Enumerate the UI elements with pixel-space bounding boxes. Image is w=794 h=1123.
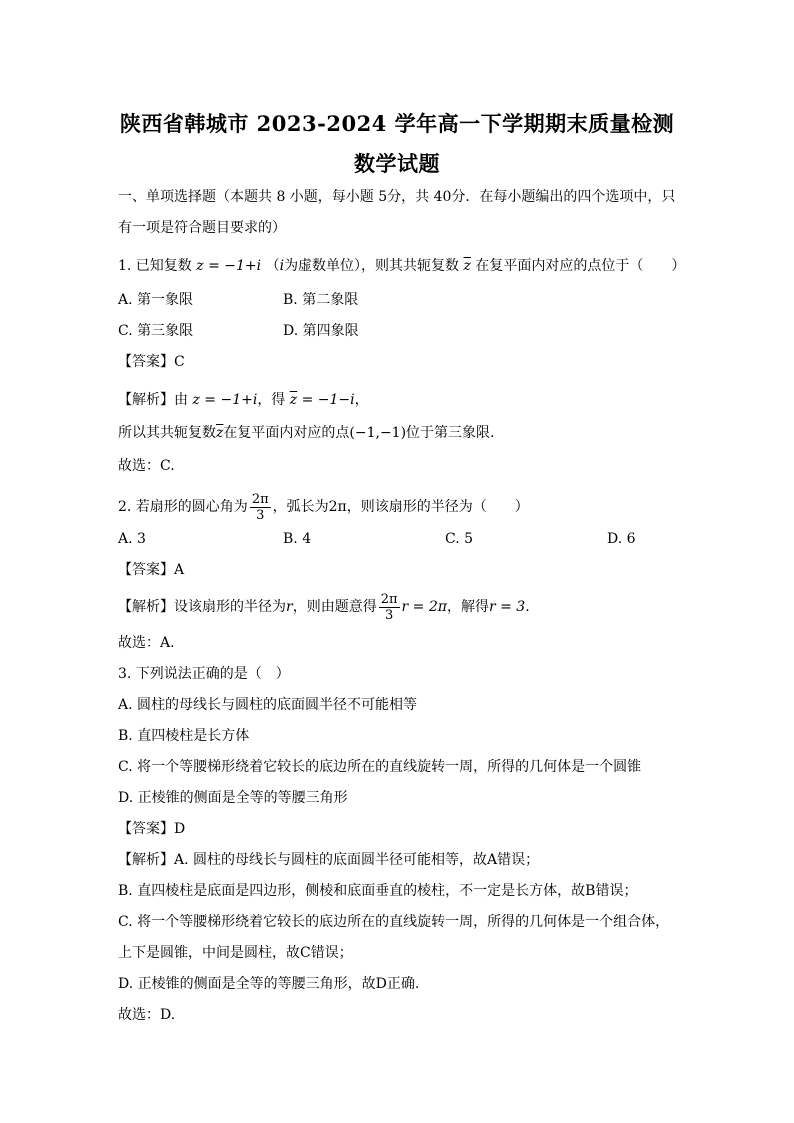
q1-option-d: D. 第四象限 (283, 323, 359, 339)
q1-stem-suffix: 在复平面内对应的点位于（ ） (475, 258, 686, 274)
q2-analysis-r: r (286, 599, 293, 615)
q1-stem-mid: （ (265, 258, 280, 274)
q2-stem-mid: ，弧长为 (272, 499, 329, 515)
q1-answer: 【答案】C (118, 354, 185, 370)
q1-analysis-math1: z = −1+i (192, 392, 258, 408)
q1-analysis-text1: 由 (174, 392, 188, 408)
q3-option-d: D. 正棱锥的侧面是全等的等腰三角形 (118, 790, 348, 806)
q1-analysis-label: 【解析】 (118, 392, 174, 408)
q1-line2-text1: 所以其共轭复数 (118, 425, 216, 441)
q2-analysis-text4: . (525, 599, 530, 615)
q3-conclusion: 故选：D. (118, 1007, 176, 1023)
q2-option-a: A. 3 (118, 531, 146, 547)
q1-line2-point: (−1,−1) (349, 425, 407, 441)
q3-analysis-line1: 【解析】A. 圆柱的母线长与圆柱的底面圆半径可能相等，故A错误； (118, 852, 540, 868)
q3-analysis-line3: C. 将一个等腰梯形绕着它较长的底边所在的直线旋转一周，所得的几何体是一个组合体， (118, 914, 670, 930)
q2-option-b: B. 4 (283, 531, 312, 547)
q2-stem-arc: 2π (328, 499, 347, 515)
section-heading-line2: 有一项是符合题目要求的） (118, 220, 286, 236)
q3-option-b: B. 直四棱柱是长方体 (118, 728, 250, 744)
q2-analysis-line1 (118, 589, 530, 625)
q2-stem (118, 489, 529, 525)
q1-line2-text2: 在复平面内对应的点 (223, 425, 350, 441)
q2-analysis-frac-den: 3 (384, 607, 394, 623)
q1-stem (118, 256, 685, 276)
q3-answer: 【答案】D (118, 821, 186, 837)
q1-analysis-math2: = −1−i (297, 392, 355, 408)
q2-option-d: D. 6 (607, 531, 636, 547)
q3-analysis-line2: B. 直四棱柱是底面是四边形，侧棱和底面垂直的棱柱，不一定是长方体，故B错误； (118, 883, 638, 899)
q1-option-b: B. 第二象限 (283, 292, 359, 308)
q2-answer: 【答案】A (118, 562, 185, 578)
q1-option-c: C. 第三象限 (118, 323, 194, 339)
q1-analysis-text2: ，得 (257, 392, 286, 408)
q1-stem-math: z = −1+i (196, 258, 262, 274)
q1-line2-zbar: $\overline{z}$ (216, 425, 224, 441)
q3-option-c: C. 将一个等腰梯形绕着它较长的底边所在的直线旋转一周，所得的几何体是一个圆锥 (118, 759, 642, 775)
q1-stem-mid2: 为虚数单位），则其共轭复数 (284, 258, 460, 274)
q2-stem-suffix: ，则该扇形的半径为（ ） (346, 499, 529, 515)
q2-option-c: C. 5 (445, 531, 474, 547)
q1-analysis-line1 (118, 390, 369, 410)
q2-analysis-frac-num: 2π (380, 591, 398, 607)
q1-analysis-zbar: $\overline{z}$ (289, 392, 298, 408)
q3-analysis-line4: 上下是圆锥，中间是圆柱，故C错误； (118, 945, 353, 961)
q2-conclusion: 故选：A. (118, 635, 175, 651)
q2-analysis-res: r = 3 (488, 599, 526, 615)
q2-analysis-text3: ，解得 (446, 599, 489, 615)
q2-analysis-text2: ，则由题意得 (292, 599, 377, 615)
q1-option-a: A. 第一象限 (118, 292, 194, 308)
q1-conclusion: 故选：C. (118, 458, 175, 474)
q3-analysis-line5: D. 正棱锥的侧面是全等的等腰三角形，故D正确. (118, 976, 420, 992)
q1-analysis-text3: ， (354, 392, 369, 408)
q2-analysis-eq: r = 2π (401, 599, 447, 615)
q1-analysis-line2 (118, 423, 495, 443)
q2-frac-den: 3 (256, 507, 265, 523)
q2-frac-num: 2π (251, 491, 269, 507)
q1-stem-i: i (279, 258, 285, 274)
q1-stem-zbar: $\overline{z}$ (463, 258, 471, 274)
q2-frac (250, 492, 271, 523)
q1-stem-prefix: 1. 已知复数 (118, 258, 192, 274)
q1-line2-text3: 位于第三象限. (406, 425, 495, 441)
q2-analysis-frac (379, 592, 400, 623)
q2-analysis-label: 【解析】 (118, 599, 174, 615)
q2-stem-prefix: 2. 若扇形的圆心角为 (118, 499, 248, 515)
doc-subtitle: 数学试题 (354, 151, 440, 176)
section-heading-line1: 一、单项选择题（本题共 8 小题，每小题 5分，共 40分．在每小题编出的四个选项中，只 (118, 189, 676, 205)
q3-stem: 3. 下列说法正确的是（ ） (118, 666, 290, 682)
q3-option-a: A. 圆柱的母线长与圆柱的底面圆半径不可能相等 (118, 697, 418, 713)
q2-analysis-text1: 设该扇形的半径为 (174, 599, 286, 615)
doc-title: 陕西省韩城市 2023-2024 学年高一下学期期末质量检测 (119, 111, 675, 136)
